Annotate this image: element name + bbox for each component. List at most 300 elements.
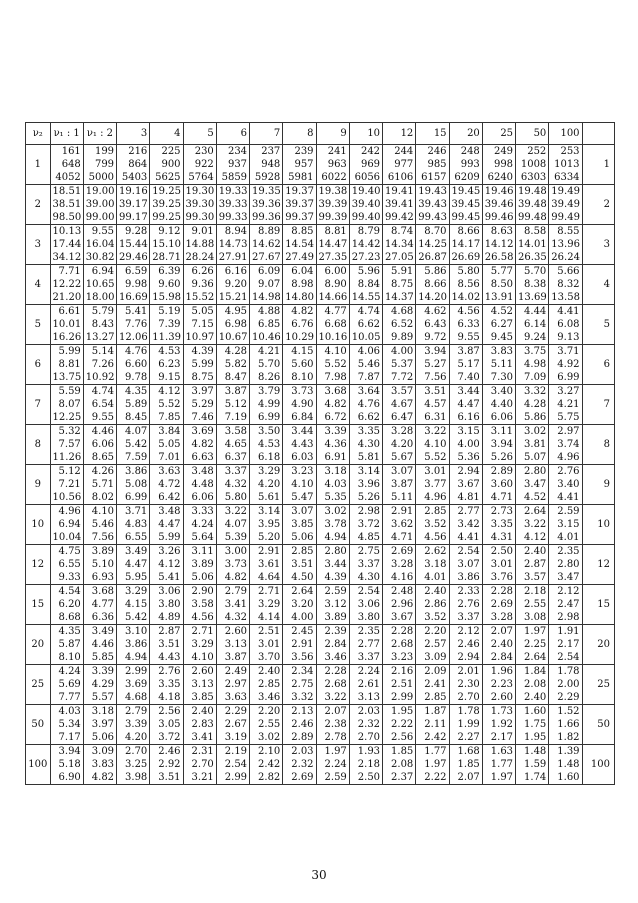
cell-value: 2.87 [158, 626, 181, 637]
cell-value: 14.66 [318, 292, 348, 303]
cell-value: 5.27 [424, 359, 447, 370]
cell-value: 99.36 [252, 212, 281, 223]
cell-value: 6.94 [58, 519, 81, 530]
cell-value: 1.85 [391, 746, 414, 757]
cell-value: 6.54 [91, 399, 115, 410]
table-cell [316, 505, 349, 545]
cell-value: 2.11 [424, 719, 447, 730]
cell-value: 4.20 [125, 732, 148, 743]
cell-value: 3.35 [158, 679, 181, 690]
table-cell [449, 185, 482, 225]
cell-value: 4.52 [524, 492, 547, 503]
cell-value: 241 [327, 146, 347, 157]
table-row [26, 145, 615, 185]
cell-value: 9.33 [58, 572, 81, 583]
cell-value: 3.94 [424, 346, 447, 357]
cell-value: 9.24 [524, 332, 547, 343]
table-cell [117, 545, 150, 585]
cell-value: 5764 [188, 172, 214, 183]
cell-value: 1.74 [524, 772, 547, 783]
cell-value: 2.60 [490, 692, 514, 703]
cell-value: 9.55 [91, 226, 115, 237]
cell-value: 3.51 [291, 559, 314, 570]
table-cell [183, 345, 216, 385]
cell-value: 6.26 [191, 266, 214, 277]
cell-value: 3.39 [324, 426, 347, 437]
cell-value: 5.52 [158, 399, 181, 410]
nu1-header-col: 7 [250, 123, 283, 145]
cell-value: 1.92 [490, 719, 514, 730]
table-cell [283, 185, 316, 225]
cell-value: 99.46 [484, 212, 514, 223]
table-cell [416, 585, 449, 625]
table-cell [516, 545, 549, 585]
cell-value: 3.26 [158, 546, 181, 557]
cell-value: 9.55 [91, 412, 115, 423]
cell-value: 8.55 [557, 226, 580, 237]
cell-value: 4.10 [91, 506, 115, 517]
nu2-header: ν₂ [26, 123, 51, 145]
cell-value: 3.49 [125, 546, 148, 557]
table-cell [449, 665, 482, 705]
cell-value: 3.84 [158, 426, 181, 437]
cell-value: 3.72 [357, 519, 381, 530]
table-cell [549, 425, 582, 465]
cell-value: 3.29 [258, 599, 281, 610]
cell-value: 5.17 [457, 359, 480, 370]
table-cell [117, 185, 150, 225]
cell-value: 2.99 [391, 692, 414, 703]
cell-value: 14.01 [518, 239, 547, 250]
cell-value: 4.10 [424, 439, 447, 450]
cell-value: 99.45 [451, 212, 481, 223]
cell-value: 3.37 [457, 612, 480, 623]
cell-value: 19.43 [418, 186, 447, 197]
table-cell [316, 145, 349, 185]
cell-value: 2.59 [324, 772, 347, 783]
cell-value: 12.22 [52, 279, 82, 290]
cell-value: 4.88 [258, 306, 281, 317]
cell-value: 4.76 [125, 346, 148, 357]
table-cell [349, 425, 382, 465]
cell-value: 4.82 [91, 772, 115, 783]
cell-value: 5403 [121, 172, 148, 183]
cell-value: 237 [261, 146, 281, 157]
cell-value: 4.14 [258, 612, 281, 623]
table-cell [183, 545, 216, 585]
table-cell [549, 625, 582, 665]
table-cell [549, 385, 582, 425]
cell-value: 39.00 [85, 199, 115, 210]
cell-value: 5.61 [258, 492, 281, 503]
cell-value: 3.50 [258, 426, 281, 437]
cell-value: 30.82 [85, 252, 115, 263]
cell-value: 8.50 [490, 279, 514, 290]
table-cell [250, 425, 283, 465]
table-cell [250, 505, 283, 545]
cell-value: 99.25 [152, 212, 181, 223]
table-cell [83, 585, 116, 625]
table-cell [50, 505, 83, 545]
table-cell [183, 145, 216, 185]
cell-value: 3.14 [258, 506, 281, 517]
table-cell [216, 545, 249, 585]
table-cell [150, 225, 183, 265]
cell-value: 39.41 [385, 199, 414, 210]
table-cell [83, 265, 116, 305]
table-cell [549, 705, 582, 745]
table-row [26, 305, 615, 345]
cell-value: 39.36 [252, 199, 281, 210]
table-row [26, 625, 615, 665]
cell-value: 10.92 [85, 372, 115, 383]
cell-value: 4.94 [125, 652, 148, 663]
cell-value: 1.77 [490, 759, 514, 770]
cell-value: 5.37 [391, 359, 414, 370]
cell-value: 2.85 [424, 692, 447, 703]
cell-value: 977 [394, 159, 414, 170]
table-cell [482, 625, 515, 665]
table-cell [449, 465, 482, 505]
cell-value: 948 [261, 159, 281, 170]
cell-value: 4.00 [291, 612, 314, 623]
cell-value: 5.81 [357, 452, 381, 463]
cell-value: 2.39 [324, 626, 347, 637]
table-body [26, 145, 615, 785]
cell-value: 9.01 [191, 226, 214, 237]
cell-value: 2.91 [291, 639, 314, 650]
cell-value: 1.97 [324, 746, 347, 757]
cell-value: 6.36 [91, 612, 115, 623]
cell-value: 5.60 [291, 359, 314, 370]
cell-value: 8.89 [258, 226, 281, 237]
cell-value: 3.13 [191, 679, 214, 690]
table-cell [216, 345, 249, 385]
cell-value: 5.67 [391, 452, 414, 463]
cell-value: 99.37 [285, 212, 314, 223]
cell-value: 2.41 [424, 679, 447, 690]
table-cell [549, 585, 582, 625]
cell-value: 99.42 [385, 212, 414, 223]
cell-value: 2.57 [424, 639, 447, 650]
cell-value: 3.23 [291, 466, 314, 477]
cell-value: 1.85 [457, 759, 480, 770]
cell-value: 4.10 [291, 479, 314, 490]
cell-value: 3.29 [191, 639, 214, 650]
cell-value: 4.16 [391, 572, 414, 583]
cell-value: 8.65 [91, 452, 115, 463]
cell-value: 1.82 [557, 732, 580, 743]
nu2-label: 12 [26, 545, 51, 585]
cell-value: 3.58 [191, 599, 214, 610]
table-cell [516, 225, 549, 265]
cell-value: 4.77 [324, 306, 347, 317]
cell-value: 3.63 [158, 466, 181, 477]
cell-value: 2.80 [524, 466, 547, 477]
cell-value: 4.74 [357, 306, 381, 317]
cell-value: 3.37 [224, 466, 248, 477]
cell-value: 27.35 [318, 252, 348, 263]
cell-value: 2.31 [191, 746, 214, 757]
cell-value: 3.97 [91, 719, 115, 730]
table-cell [482, 265, 515, 305]
cell-value: 4.56 [457, 306, 480, 317]
cell-value: 2.98 [357, 506, 381, 517]
cell-value: 2.29 [224, 706, 248, 717]
cell-value: 230 [194, 146, 214, 157]
nu2-label: 4 [26, 265, 51, 305]
cell-value: 2.97 [557, 426, 580, 437]
cell-value: 28.24 [185, 252, 215, 263]
cell-value: 4.54 [58, 586, 81, 597]
cell-value: 27.23 [351, 252, 381, 263]
table-cell [117, 625, 150, 665]
table-cell [316, 425, 349, 465]
table-cell [183, 385, 216, 425]
cell-value: 2.48 [391, 586, 414, 597]
cell-value: 3.32 [524, 386, 547, 397]
cell-value: 8.68 [58, 612, 81, 623]
table-cell [482, 545, 515, 585]
table-row [26, 385, 615, 425]
table-cell [50, 465, 83, 505]
table-cell [383, 545, 416, 585]
cell-value: 39.43 [418, 199, 447, 210]
cell-value: 12.25 [52, 412, 82, 423]
cell-value: 4.83 [125, 519, 148, 530]
table-cell [83, 465, 116, 505]
table-cell [482, 505, 515, 545]
cell-value: 2.77 [457, 506, 480, 517]
table-cell [416, 265, 449, 305]
cell-value: 3.77 [424, 479, 447, 490]
table-cell [183, 185, 216, 225]
table-cell [349, 465, 382, 505]
cell-value: 4.71 [391, 532, 414, 543]
table-cell [250, 305, 283, 345]
cell-value: 39.37 [285, 199, 314, 210]
cell-value: 5.06 [91, 732, 115, 743]
table-cell [150, 265, 183, 305]
cell-value: 4.43 [291, 439, 314, 450]
cell-value: 14.37 [385, 292, 414, 303]
cell-value: 9.13 [557, 332, 580, 343]
table-cell [117, 265, 150, 305]
table-cell [316, 225, 349, 265]
cell-value: 98.50 [52, 212, 82, 223]
cell-value: 5.46 [91, 519, 115, 530]
cell-value: 39.45 [451, 199, 481, 210]
cell-value: 4.00 [391, 346, 414, 357]
table-row [26, 505, 615, 545]
cell-value: 5.08 [125, 479, 148, 490]
cell-value: 7.59 [125, 452, 148, 463]
cell-value: 239 [294, 146, 314, 157]
cell-value: 1.48 [524, 746, 547, 757]
table-cell [416, 225, 449, 265]
cell-value: 8.81 [324, 226, 347, 237]
cell-value: 26.24 [551, 252, 580, 263]
cell-value: 5.11 [490, 359, 514, 370]
cell-value: 2.54 [357, 586, 381, 597]
cell-value: 2.73 [490, 506, 514, 517]
cell-value: 6.72 [324, 412, 347, 423]
cell-value: 3.08 [524, 612, 547, 623]
table-cell [349, 705, 382, 745]
cell-value: 10.56 [52, 492, 82, 503]
cell-value: 8.02 [91, 492, 115, 503]
cell-value: 99.49 [551, 212, 580, 223]
cell-value: 6106 [387, 172, 414, 183]
table-cell [183, 505, 216, 545]
cell-value: 3.07 [391, 466, 414, 477]
table-cell [50, 145, 83, 185]
table-cell [283, 665, 316, 705]
cell-value: 5.85 [91, 652, 115, 663]
table-cell [216, 585, 249, 625]
cell-value: 5.39 [224, 532, 248, 543]
cell-value: 4.32 [224, 612, 248, 623]
table-cell [383, 745, 416, 785]
table-cell [449, 385, 482, 425]
cell-value: 4.47 [457, 399, 480, 410]
cell-value: 3.29 [125, 586, 148, 597]
table-cell [316, 545, 349, 585]
cell-value: 4.40 [490, 399, 514, 410]
cell-value: 3.22 [224, 506, 248, 517]
table-cell [416, 305, 449, 345]
cell-value: 1.48 [557, 759, 580, 770]
cell-value: 8.58 [524, 226, 547, 237]
table-cell [549, 665, 582, 705]
cell-value: 2.94 [457, 466, 480, 477]
table-cell [549, 465, 582, 505]
cell-value: 2.59 [324, 586, 347, 597]
table-cell [216, 225, 249, 265]
cell-value: 2.78 [324, 732, 347, 743]
cell-value: 3.97 [191, 386, 214, 397]
cell-value: 2.18 [357, 759, 381, 770]
nu2-label-right: 6 [582, 345, 614, 385]
cell-value: 2.69 [490, 599, 514, 610]
table-cell [383, 625, 416, 665]
table-row [26, 705, 615, 745]
cell-value: 4.98 [524, 359, 547, 370]
table-cell [516, 305, 549, 345]
cell-value: 4.94 [324, 532, 347, 543]
table-cell [416, 665, 449, 705]
cell-value: 234 [227, 146, 248, 157]
table-cell [83, 225, 116, 265]
cell-value: 2.68 [391, 639, 414, 650]
cell-value: 4.10 [324, 346, 347, 357]
cell-value: 1.77 [424, 746, 447, 757]
table-cell [216, 505, 249, 545]
cell-value: 4.07 [125, 426, 148, 437]
cell-value: 14.20 [418, 292, 447, 303]
cell-value: 13.69 [518, 292, 547, 303]
table-cell [150, 465, 183, 505]
table-cell [383, 425, 416, 465]
table-cell [416, 545, 449, 585]
table-cell [283, 465, 316, 505]
cell-value: 2.80 [557, 559, 580, 570]
cell-value: 3.56 [291, 652, 314, 663]
cell-value: 5.79 [91, 306, 115, 317]
cell-value: 5.20 [258, 532, 281, 543]
cell-value: 4.82 [191, 439, 214, 450]
cell-value: 216 [128, 146, 148, 157]
nu2-label: 9 [26, 465, 51, 505]
table-row [26, 545, 615, 585]
cell-value: 39.49 [551, 199, 580, 210]
cell-value: 28.71 [152, 252, 181, 263]
cell-value: 2.69 [391, 546, 414, 557]
cell-value: 8.84 [357, 279, 381, 290]
cell-value: 6.04 [291, 266, 314, 277]
table-cell [283, 225, 316, 265]
cell-value: 4.41 [457, 532, 480, 543]
cell-value: 3.73 [291, 386, 314, 397]
table-cell [316, 265, 349, 305]
cell-value: 2.80 [324, 546, 347, 557]
cell-value: 19.30 [185, 186, 215, 197]
cell-value: 13.75 [52, 372, 82, 383]
cell-value: 2.79 [125, 706, 148, 717]
cell-value: 5.41 [158, 572, 181, 583]
cell-value: 3.94 [490, 439, 514, 450]
nu1-header-col: 100 [549, 123, 582, 145]
table-cell [516, 625, 549, 665]
nu1-header-col: 20 [449, 123, 482, 145]
cell-value: 4.71 [490, 492, 514, 503]
cell-value: 2.07 [324, 706, 347, 717]
cell-value: 2.40 [424, 586, 447, 597]
cell-value: 6209 [454, 172, 480, 183]
cell-value: 4.65 [224, 439, 248, 450]
table-cell [216, 385, 249, 425]
cell-value: 9.60 [158, 279, 181, 290]
cell-value: 19.48 [518, 186, 547, 197]
cell-value: 3.48 [191, 466, 214, 477]
cell-value: 4.07 [224, 519, 248, 530]
cell-value: 7.26 [91, 359, 115, 370]
nu2-label-right: 50 [582, 705, 614, 745]
table-cell [183, 745, 216, 785]
cell-value: 4.76 [357, 399, 381, 410]
cell-value: 39.30 [185, 199, 215, 210]
table-cell [283, 505, 316, 545]
table-cell [216, 665, 249, 705]
cell-value: 2.96 [391, 599, 414, 610]
cell-value: 1.63 [490, 746, 514, 757]
nu2-label-right: 10 [582, 505, 614, 545]
cell-value: 5.70 [524, 266, 547, 277]
cell-value: 3.35 [357, 426, 381, 437]
cell-value: 4.41 [557, 492, 580, 503]
cell-value: 10.01 [52, 319, 82, 330]
cell-value: 7.76 [125, 319, 148, 330]
cell-value: 6.39 [158, 266, 181, 277]
cell-value: 6.43 [424, 319, 447, 330]
cell-value: 5.52 [424, 452, 447, 463]
cell-value: 5981 [288, 172, 314, 183]
cell-value: 5.07 [524, 452, 547, 463]
cell-value: 4.82 [324, 399, 347, 410]
cell-value: 3.86 [125, 466, 148, 477]
cell-value: 5.32 [58, 426, 81, 437]
cell-value: 1.78 [457, 706, 480, 717]
